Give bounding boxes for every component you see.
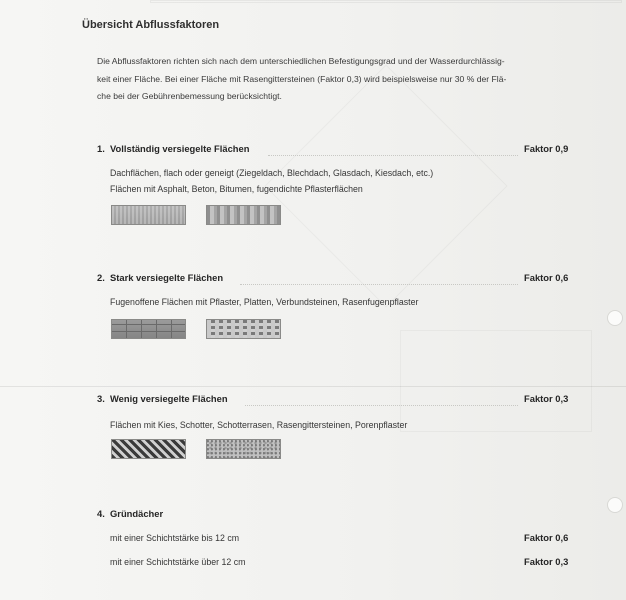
section-title: Stark versiegelte Flächen: [110, 272, 224, 283]
intro-line: che bei der Gebührenbemessung berücksichtigt.: [97, 91, 282, 102]
punch-hole: [607, 310, 623, 326]
dotted-leader: [240, 284, 518, 285]
intro-line: Die Abflussfaktoren richten sich nach dem unterschiedlichen Befestigungsgrad und der Wasserdurchlässig-: [97, 56, 505, 66]
section-heading: [97, 508, 163, 519]
section-title: Gründächer: [110, 508, 164, 519]
green-roof-row-faktor: Faktor 0,3: [524, 556, 569, 567]
bleed-through-line: [150, 0, 622, 3]
intro-paragraph: [97, 53, 592, 106]
section-heading: [97, 143, 249, 154]
description-line: Flächen mit Asphalt, Beton, Bitumen, fugendichte Pflasterflächen: [110, 184, 363, 194]
concrete-surface-image: [111, 205, 186, 225]
interlocking-pavers-image: [206, 319, 281, 339]
section-number: 1.: [97, 143, 105, 154]
paving-stones-image: [111, 319, 186, 339]
section-description: [110, 417, 407, 433]
section-number: 3.: [97, 393, 105, 404]
paper-fold-line: [0, 386, 626, 387]
section-faktor: Faktor 0,6: [524, 272, 569, 283]
green-roof-row-label: mit einer Schichtstärke über 12 cm: [110, 557, 246, 567]
section-heading: [97, 393, 228, 404]
description-line: Flächen mit Kies, Schotter, Schotterrasen, Rasengittersteinen, Porenpflaster: [110, 420, 408, 430]
description-line: Dachflächen, flach oder geneigt (Ziegeldach, Blechdach, Glasdach, Kiesdach, etc.): [110, 168, 434, 178]
description-line: Fugenoffene Flächen mit Pflaster, Platten, Verbundsteinen, Rasenfugenpflaster: [110, 297, 419, 307]
grass-grid-stones-image: [111, 439, 186, 459]
section-number: 2.: [97, 272, 105, 283]
bleed-through-box: [400, 330, 592, 432]
gravel-surface-image: [206, 439, 281, 459]
section-description: [110, 294, 418, 310]
section-description: [110, 165, 433, 197]
section-title: Wenig versiegelte Flächen: [110, 393, 228, 404]
section-heading: [97, 272, 223, 283]
section-faktor: Faktor 0,3: [524, 393, 569, 404]
dotted-leader: [245, 405, 518, 406]
intro-line: keit einer Fläche. Bei einer Fläche mit Rasengittersteinen (Faktor 0,3) wird beispielsweise nur 30 % der Flä-: [97, 73, 507, 84]
green-roof-row-faktor: Faktor 0,6: [524, 532, 569, 543]
section-title: Vollständig versiegelte Flächen: [110, 143, 250, 154]
page-title: Übersicht Abflussfaktoren: [82, 19, 220, 31]
punch-hole: [607, 497, 623, 513]
section-faktor: Faktor 0,9: [524, 143, 569, 154]
section-number: 4.: [97, 508, 105, 519]
metal-roof-image: [206, 205, 281, 225]
green-roof-row-label: mit einer Schichtstärke bis 12 cm: [110, 533, 240, 543]
dotted-leader: [268, 155, 518, 156]
